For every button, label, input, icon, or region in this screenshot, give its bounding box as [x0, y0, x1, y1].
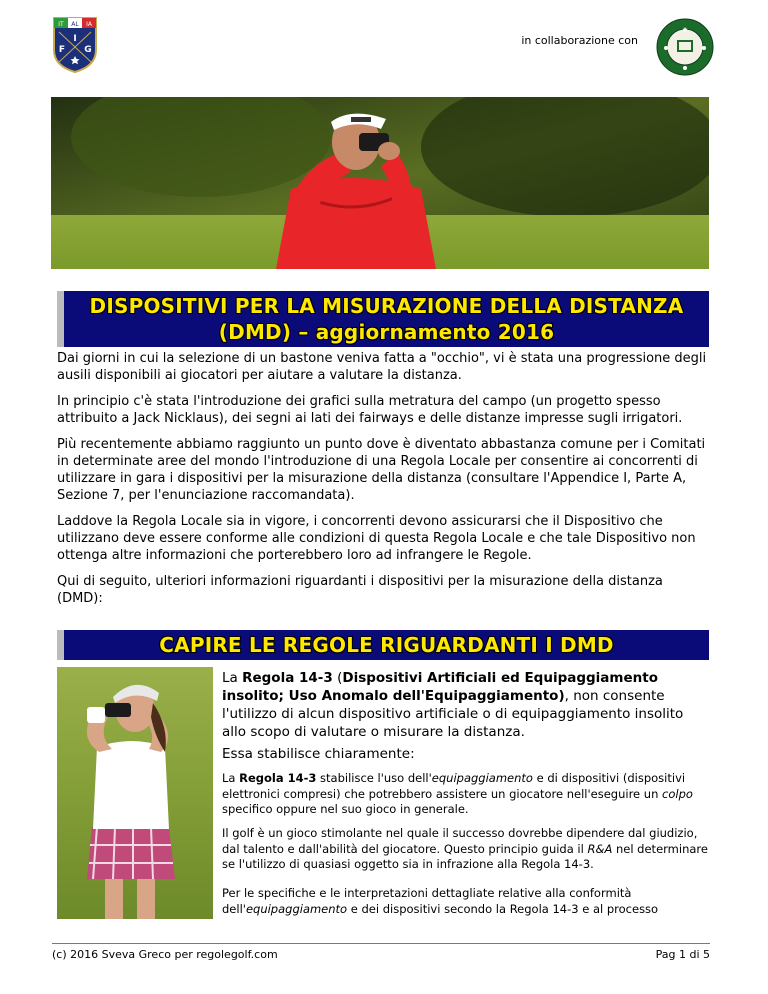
text-run: La [222, 771, 240, 785]
footer-copyright: (c) 2016 Sveva Greco per regolegolf.com [52, 948, 278, 961]
quote-paragraph-2 [222, 826, 710, 873]
section-banner-rules: CAPIRE LE REGOLE RIGUARDANTI I DMD [57, 630, 709, 660]
fig-logo [52, 16, 98, 74]
fig-letter-al: AL [71, 21, 79, 28]
golfer-photo [57, 667, 213, 919]
text-run: , non consente l'utilizzo di alcun dispositivo artificiale o di equipaggiamento insolito allo scopo di valutare o misurare la distanza. [222, 688, 684, 740]
rule-14-3-intro [222, 669, 710, 741]
quote-paragraph-3 [222, 886, 710, 917]
text-run: e di dispositivi (dispositivi elettronici compresi) che potrebbero assistere un giocatore nell'eseguire un [222, 771, 686, 801]
rule-ref: Regola 14-3 [242, 670, 333, 686]
defined-term: equipaggiamento [245, 901, 348, 916]
text-run: ( [332, 670, 343, 686]
fig-letter-g: G [84, 45, 92, 55]
text-run: stabilisce l'uso dell' [316, 771, 432, 785]
defined-term: colpo [662, 786, 693, 801]
intro-paragraph-4: Laddove la Regola Locale sia in vigore, i concorrenti devono assicurarsi che il Dispositivo che utilizzano deve essere conforme alle condizioni di questa Regola Locale e che tale Dispositivo non ottenga altre informazioni che porterebbero loro ad infrangere le Regole. [57, 514, 696, 563]
rule-title: Dispositivi Artificiali ed Equipaggiamento insolito; Uso Anomalo dell'Equipaggiamento) [222, 670, 658, 704]
text-run: Il golf è un gioco stimolante nel quale il successo dovrebbe dipendere dal giudizio, dal talento e dall'abilità del giocatore. Questo principio guida il [222, 826, 698, 856]
text-run: Per le specifiche e le interpretazioni dettagliate relative alla conformità dell' [222, 886, 632, 916]
intro-paragraph-5: Qui di seguito, ulteriori informazioni riguardanti i dispositivi per la misurazione della distanza (DMD): [57, 574, 663, 606]
text-run: specifico oppure nel suo gioco in generale. [222, 802, 469, 816]
hero-photo [51, 97, 709, 269]
fig-letter-f: F [58, 45, 66, 55]
footer-divider [52, 943, 710, 944]
clearly-statement: Essa stabilisce chiaramente: [222, 746, 415, 762]
regolegolf-logo [656, 18, 714, 76]
rule-ref: Regola 14-3 [239, 771, 317, 785]
defined-term: equipaggiamento [431, 771, 533, 785]
section-banner-dmd [57, 291, 709, 347]
intro-paragraph-1: Dai giorni in cui la selezione di un bastone veniva fatta a "occhio", vi è stata una progressione degli ausili disponibili ai giocatori per aiutare a valutare la distanza. [57, 351, 707, 383]
intro-paragraph-3: Più recentemente abbiamo raggiunto un punto dove è diventato abbastanza comune per i Comitati in determinate aree del mondo l'introduzione di una Regola Locale per consentire ai concorrenti di utilizzare in gara i dispositivi per la misurazione della distanza (consultare l'Appendice I, Parte A, Sezione 7, per l'enunciazione raccomandata). [57, 437, 706, 503]
quote-paragraph-1 [222, 771, 710, 818]
defined-term: R&A [587, 841, 613, 856]
text-run: nel determinare se l'utilizzo di quasiasi oggetto sia in infrazione alla Regola 14-3. [222, 841, 708, 871]
text-run: e dei dispositivi secondo la Regola 14-3 e al processo [347, 901, 659, 916]
fig-letter-i: I [73, 34, 77, 44]
footer-page-number: Pag 1 di 5 [655, 948, 710, 961]
text-run: La [222, 670, 243, 686]
fig-letter-ia: IA [86, 21, 92, 28]
intro-paragraph-2: In principio c'è stata l'introduzione dei grafici sulla metratura del campo (un progetto spesso attribuito a Jack Nicklaus), dei segni ai lati dei fairways e delle distanze impresse sugli irrigatori. [57, 394, 683, 426]
fig-letter-it: IT [58, 21, 64, 28]
banner-title-line1: DISPOSITIVI PER LA MISURAZIONE DELLA DISTANZA [89, 294, 684, 318]
collaboration-text: in collaborazione con [521, 34, 638, 47]
banner-title-line2: (DMD) – aggiornamento 2016 [218, 320, 555, 344]
